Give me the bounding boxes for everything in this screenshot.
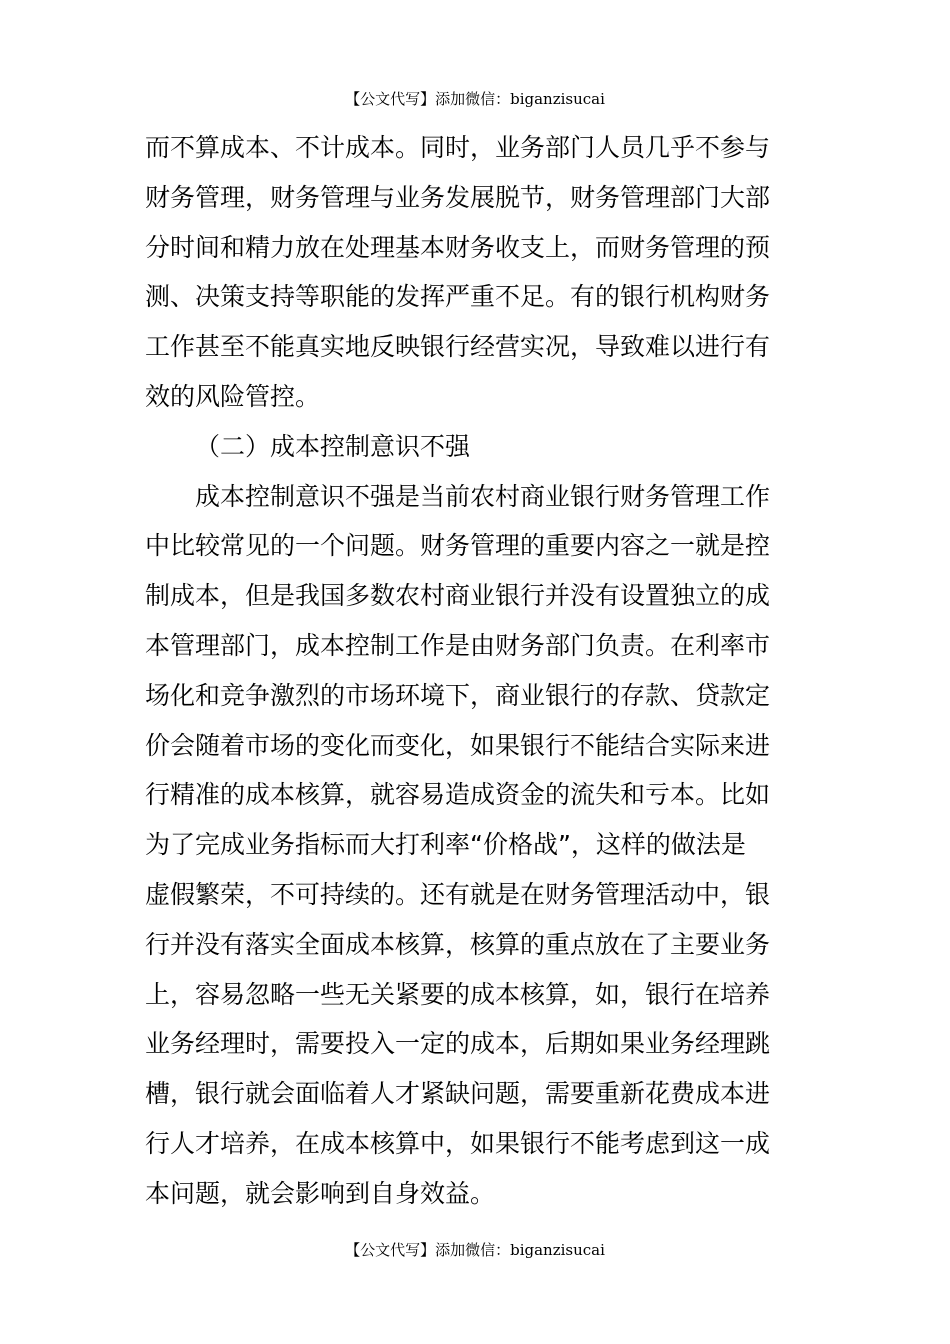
body-line: 槽，银行就会面临着人才紧缺问题，需要重新花费成本进: [145, 1079, 771, 1109]
body-line: 工作甚至不能真实地反映银行经营实况，导致难以进行有: [145, 332, 771, 362]
body-line: 而不算成本、不计成本。同时，业务部门人员几乎不参与: [145, 133, 771, 162]
body-line: 场化和竞争激烈的市场环境下，商业银行的存款、贷款定: [145, 680, 771, 710]
body-line: 为了完成业务指标而大打利率“价格战”，这样的做法是: [145, 830, 746, 860]
body-line: 价会随着市场的变化而变化，如果银行不能结合实际来进: [145, 730, 771, 760]
body-line: 虚假繁荣，不可持续的。还有就是在财务管理活动中，银: [145, 879, 771, 909]
paragraph-first-line: 成本控制意识不强是当前农村商业银行财务管理工作: [195, 481, 771, 511]
section-heading: （二）成本控制意识不强: [195, 431, 471, 461]
body-line: 效的风险管控。: [145, 381, 321, 411]
body-line: 测、决策支持等职能的发挥严重不足。有的银行机构财务: [145, 282, 771, 312]
body-line: 分时间和精力放在处理基本财务收支上，而财务管理的预: [145, 232, 771, 262]
header-contact-note: 【公文代写】添加微信：biganzisucai: [345, 90, 605, 108]
body-line: 本问题，就会影响到自身效益。: [145, 1178, 496, 1208]
body-line: 财务管理，财务管理与业务发展脱节，财务管理部门大部: [145, 182, 771, 212]
footer-contact-note: 【公文代写】添加微信：biganzisucai: [345, 1241, 605, 1259]
body-line: 业务经理时，需要投入一定的成本，后期如果业务经理跳: [145, 1029, 771, 1059]
document-body: [145, 123, 810, 1219]
body-line: 本管理部门，成本控制工作是由财务部门负责。在利率市: [145, 630, 771, 660]
body-line: 行精准的成本核算，就容易造成资金的流失和亏本。比如: [145, 780, 771, 810]
body-line: 行并没有落实全面成本核算，核算的重点放在了主要业务: [145, 929, 771, 959]
body-line: 中比较常见的一个问题。财务管理的重要内容之一就是控: [145, 531, 771, 561]
body-line: 行人才培养，在成本核算中，如果银行不能考虑到这一成: [145, 1128, 771, 1158]
body-line: 制成本，但是我国多数农村商业银行并没有设置独立的成: [145, 581, 771, 611]
body-line: 上，容易忽略一些无关紧要的成本核算，如，银行在培养: [145, 979, 771, 1009]
